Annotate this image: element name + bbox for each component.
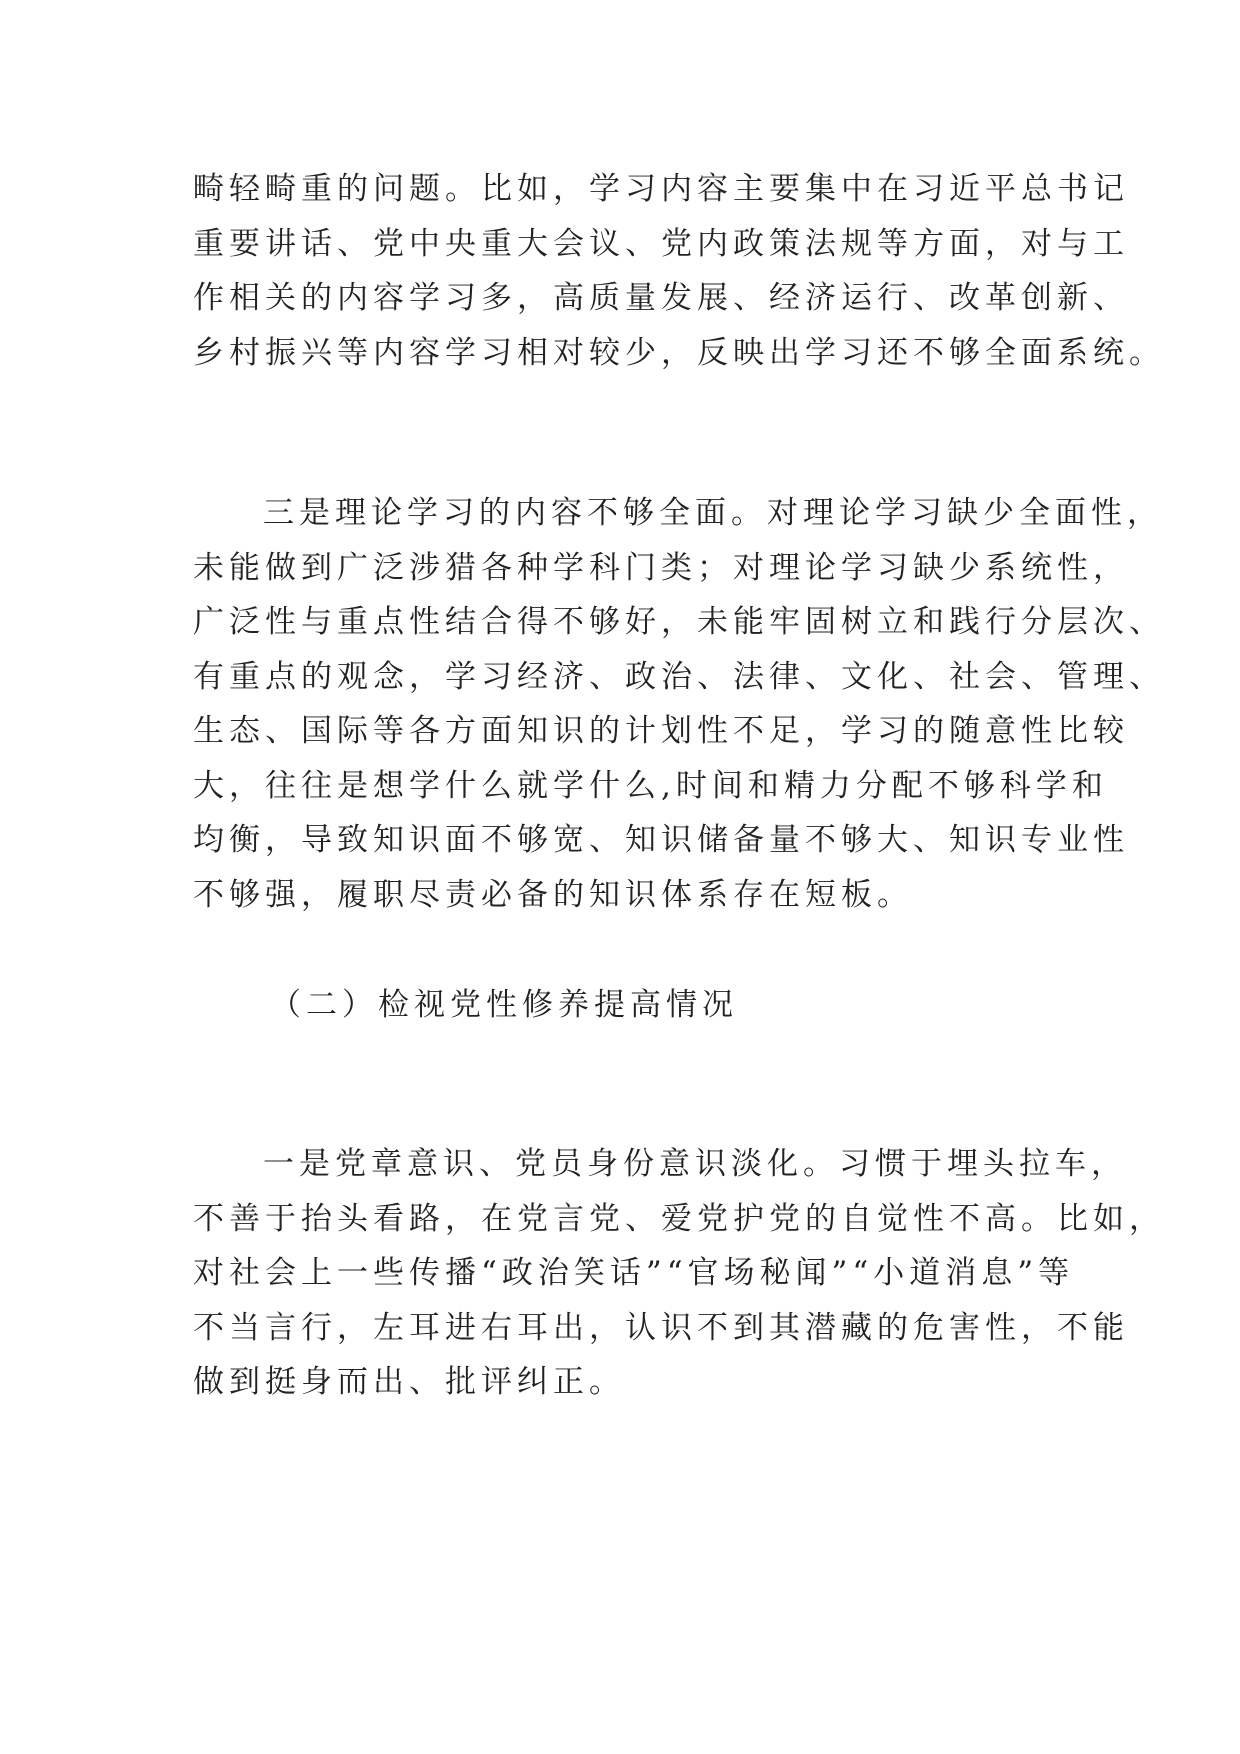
paragraph-theory-study — [193, 486, 1165, 922]
paragraph-study-content — [193, 162, 1165, 380]
paragraph-line: 作相关的内容学习多，高质量发展、经济运行、改革创新、 — [193, 280, 1129, 316]
section-heading: （二）检视党性修养提高情况 — [270, 987, 738, 1023]
paragraph-line: 广泛性与重点性结合得不够好，未能牢固树立和践行分层次、 — [193, 604, 1165, 640]
paragraph-line: 均衡，导致知识面不够宽、知识储备量不够大、知识专业性 — [193, 822, 1129, 858]
paragraph-line: 畸轻畸重的问题。比如，学习内容主要集中在习近平总书记 — [193, 171, 1129, 207]
paragraph-line: 三是理论学习的内容不够全面。对理论学习缺少全面性， — [263, 495, 1163, 531]
paragraph-line: 乡村振兴等内容学习相对较少，反映出学习还不够全面系统。 — [193, 334, 1165, 371]
paragraph-party-awareness — [193, 1137, 1165, 1410]
paragraph-line: 重要讲话、党中央重大会议、党内政策法规等方面，对与工 — [193, 225, 1129, 262]
paragraph-line: 不善于抬头看路，在党言党、爱党护党的自觉性不高。比如， — [193, 1200, 1165, 1237]
paragraph-line: 做到挺身而出、批评纠正。 — [193, 1364, 625, 1400]
paragraph-line: 有重点的观念，学习经济、政治、法律、文化、社会、管理、 — [193, 658, 1165, 695]
paragraph-line: 未能做到广泛涉猎各种学科门类；对理论学习缺少系统性， — [193, 549, 1129, 586]
paragraph-line: 一是党章意识、党员身份意识淡化。习惯于埋头拉车， — [263, 1146, 1127, 1182]
paragraph-line: 大，往往是想学什么就学什么,时间和精力分配不够科学和 — [193, 767, 1108, 804]
paragraph-line: 生态、国际等各方面知识的计划性不足，学习的随意性比较 — [193, 713, 1129, 749]
paragraph-line: 不够强，履职尽责必备的知识体系存在短板。 — [193, 876, 913, 913]
paragraph-line: 不当言行，左耳进右耳出，认识不到其潜藏的危害性，不能 — [193, 1309, 1129, 1346]
paragraph-line: 对社会上一些传播“政治笑话”“官场秘闻”“小道消息”等 — [193, 1255, 1075, 1291]
